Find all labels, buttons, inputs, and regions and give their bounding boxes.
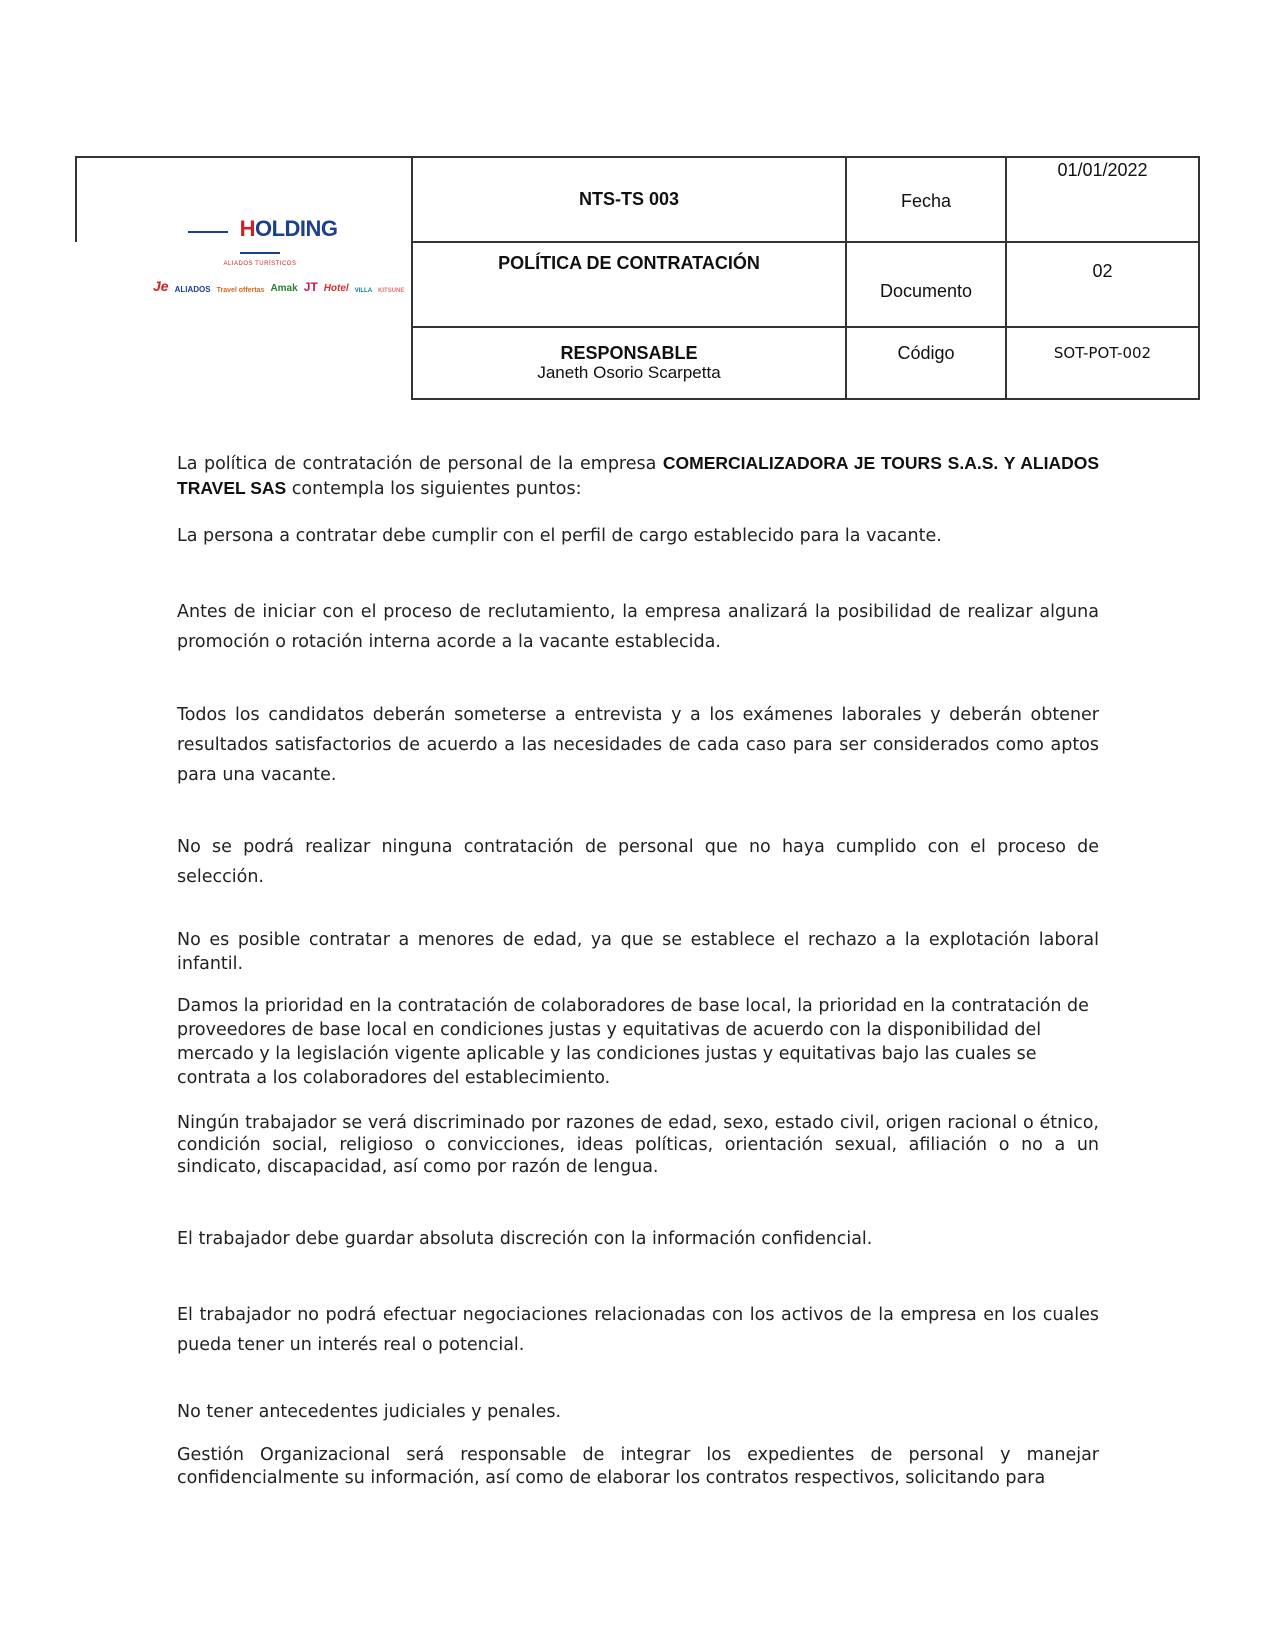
logo-tagline: ALIADOS TURÍSTICOS	[223, 261, 297, 267]
table-border-bottom	[411, 398, 1200, 400]
codigo-value-cell	[1007, 328, 1198, 378]
codigo-label: Código	[897, 342, 955, 363]
documento-label: Documento	[879, 280, 973, 301]
partner-logo-aliados: ALIADOS	[174, 285, 211, 294]
policy-paragraph-1: La persona a contratar debe cumplir con el perfil de cargo establecido para la vacante.	[177, 526, 942, 546]
policy-paragraph-8: El trabajador debe guardar absoluta discreción con la información confidencial.	[177, 1229, 873, 1249]
partner-logo-villa: VILLA	[354, 288, 373, 294]
standard-code: NTS-TS 003	[578, 189, 680, 209]
policy-paragraph-10: No tener antecedentes judiciales y penales.	[177, 1402, 562, 1422]
partner-logo-hotel: Hotel	[323, 283, 349, 294]
policy-paragraph-11: Gestión Organizacional será responsable de integrar los expedientes de personal y manejar confidencialmente su información, así como de elaborar los contratos respectivos, solicitando para	[177, 1445, 1099, 1488]
holding-logo	[155, 216, 365, 267]
document-title: POLÍTICA DE CONTRATACIÓN	[498, 252, 760, 273]
logo-rule-left	[188, 231, 228, 233]
partner-logo-travel-offertas: Travel offertas	[216, 287, 265, 294]
partner-logos	[153, 278, 443, 294]
documento-value: 02	[1092, 260, 1113, 281]
logo-rule-right	[240, 252, 280, 254]
title-cell	[413, 243, 845, 283]
responsible-label: RESPONSABLE	[560, 343, 698, 363]
document-header-table	[75, 156, 1200, 400]
intro-paragraph	[177, 451, 1099, 501]
partner-logo-jt: JT	[303, 280, 318, 294]
standard-cell	[413, 158, 845, 241]
documento-label-cell	[847, 256, 1005, 326]
documento-value-cell	[1007, 243, 1198, 299]
partner-logo-kitsune: KITSUNE	[378, 288, 405, 294]
company-logo	[153, 216, 405, 326]
fecha-value-cell	[1007, 158, 1198, 186]
logo-mark: H	[239, 216, 255, 241]
table-border-right	[1198, 156, 1200, 400]
policy-paragraph-3: Todos los candidatos deberán someterse a entrevista y a los exámenes laborales y deberán obtener resultados satisfactorios de acuerdo a las necesidades de cada caso para ser considerados como aptos para una vacante.	[177, 705, 1099, 785]
codigo-value: SOT-POT-002	[1053, 344, 1152, 362]
responsible-name: Janeth Osorio Scarpetta	[537, 363, 721, 382]
policy-paragraph-9: El trabajador no podrá efectuar negociaciones relacionadas con los activos de la empresa en los cuales pueda tener un interés real o potencial.	[177, 1305, 1099, 1355]
policy-paragraph-7: Ningún trabajador se verá discriminado por razones de edad, sexo, estado civil, origen racional o étnico, condición social, religioso o convicciones, ideas políticas, orientación sexual, afiliación o no a un sindicato, discapacidad, así como por razón de lengua.	[177, 1113, 1099, 1177]
codigo-label-cell	[847, 328, 1005, 378]
policy-paragraph-5: No es posible contratar a menores de edad, ya que se establece el rechazo a la explotación laboral infantil.	[177, 930, 1099, 974]
fecha-label-cell	[847, 158, 1005, 243]
partner-logo-amak: Amak	[270, 283, 298, 294]
policy-paragraph-2: Antes de iniciar con el proceso de reclutamiento, la empresa analizará la posibilidad de realizar alguna promoción o rotación interna acorde a la vacante establecida.	[177, 602, 1099, 652]
company-name: COMERCIALIZADORA JE TOURS S.A.S. Y ALIADOS TRAVEL SAS	[177, 453, 1100, 498]
logo-brand: OLDING	[254, 216, 338, 241]
responsible-cell	[413, 328, 845, 398]
fecha-label: Fecha	[900, 191, 952, 211]
policy-paragraph-4: No se podrá realizar ninguna contratación de personal que no haya cumplido con el proceso de selección.	[177, 837, 1099, 887]
policy-paragraph-6: Damos la prioridad en la contratación de colaboradores de base local, la prioridad en la contratación de proveedores de base local en condiciones justas y equitativas de acuerdo con la disponibilidad del mercado y la legislación vigente aplicable y las condiciones justas y equitativas bajo las cuales se contrata a los colaboradores del establecimiento.	[177, 996, 1089, 1088]
partner-logo-je: Je	[153, 278, 169, 294]
table-border-left	[75, 156, 77, 242]
intro-prefix: La política de contratación de personal de la empresa	[177, 454, 663, 474]
fecha-value: 01/01/2022	[1057, 160, 1148, 180]
intro-suffix: contempla los siguientes puntos:	[286, 479, 582, 499]
